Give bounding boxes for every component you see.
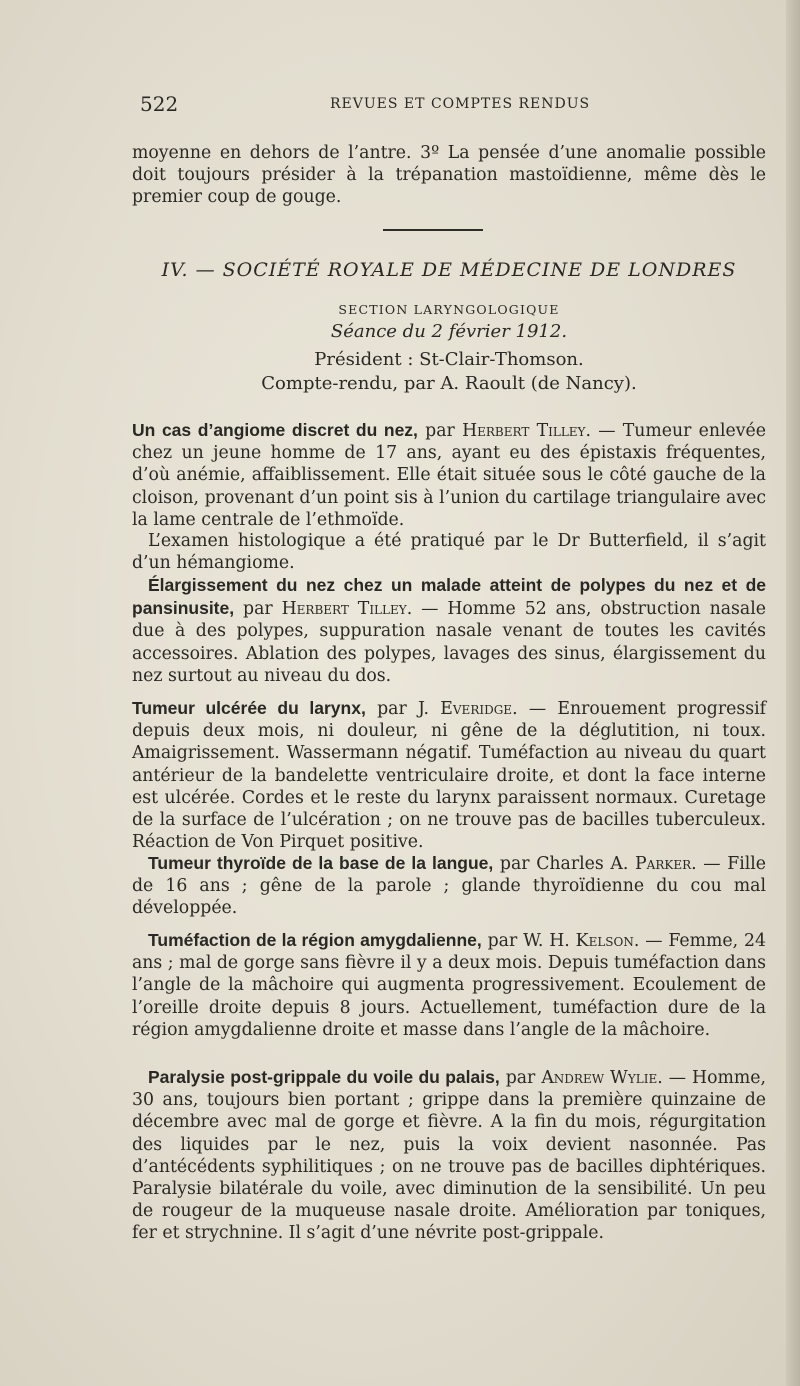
article-author: Herbert Tilley — [281, 599, 407, 620]
article-title: Tumeur ulcérée du larynx, — [132, 698, 366, 718]
article-paralysie: Paralysie post-grippale du voile du palais, par Andrew Wylie. — Homme, 30 ans, toujours bien portant ; grippe dans la première quinzaine de décembre avec mal de gorge et fièvre. A la fin du mois, régurgitation des liquides par le nez, puis la voix devient nasonnée. Pas d’antécédents syphilitiques ; on ne trouve pas de bacilles diphtériques. Paralysie bilatérale du voile, avec diminution de la sensibilité. Un peu de rougeur de la muqueuse nasale droite. Amélioration par toniques, fer et strychnine. Il s’agit d’une névrite post-grippale. — [132, 1067, 766, 1244]
article-body: . — Tumeur enlevée chez un jeune homme de 17 ans, ayant eu des épistaxis fréquentes, d’où anémie, affaiblissement. Elle était située sous le côté gauche de la cloison, provenant d’un point sis à l’union du cartilage triangulaire avec la lame centrale de l’ethmoïde. — [132, 421, 766, 530]
article-angiome-note — [132, 530, 766, 574]
article-title: Élargissement du nez chez un malade atteint de polypes du nez et de pansinusite, — [132, 575, 766, 619]
article-amygdalienne: Tuméfaction de la région amygdalienne, par W. H. Kelson. — Femme, 24 ans ; mal de gorge sans fièvre il y a deux mois. Depuis tuméfaction dans l’angle de la mâchoire qui augmenta progressivement. Ecoulement de l’oreille droite depuis 8 jours. Actuellement, tuméfaction dure de la région amygdalienne droite et masse dans l’angle de la mâchoire. — [132, 930, 766, 1040]
article-title: Un cas d’angiome discret du nez, — [132, 420, 418, 440]
article-larynx: Tumeur ulcérée du larynx, par J. Everidge. — Enrouement progressif depuis deux mois, ni douleur, ni gêne de la déglutition, ni toux. Amaigrissement. Wassermann négatif. Tuméfaction au niveau du quart antérieur de la bandelette ventriculaire droite, et dont la face interne est ulcérée. Cordes et le reste du larynx paraissent normaux. Curetage de la surface de l’ulcération ; on ne trouve pas de bacilles tuberculeux. Réaction de Von Pirquet positive. — [132, 698, 766, 853]
article-body: . — Femme, 24 ans ; mal de gorge sans fièvre il y a deux mois. Depuis tuméfaction dans l’angle de la mâchoire qui augmenta progressivement. Ecoulement de l’oreille droite depuis 8 jours. Actuellement, tuméfaction dure de la région amygdalienne droite et masse dans l’angle de la mâchoire. — [132, 931, 766, 1040]
article-body: . — Enrouement progressif depuis deux mois, ni douleur, ni gêne de la déglutition, ni toux. Amaigrissement. Wassermann négatif. Tuméfaction au niveau du quart antérieur de la bandelette ventriculaire droite, et dont la face interne est ulcérée. Cordes et le reste du larynx paraissent normaux. Curetage de la surface de l’ulcération ; on ne trouve pas de bacilles tuberculeux. Réaction de Von Pirquet positive. — [132, 699, 766, 853]
article-author: Kelson — [575, 931, 634, 951]
page-number: 522 — [140, 92, 179, 116]
article-angiome: Un cas d’angiome discret du nez, par Herbert Tilley. — Tumeur enlevée chez un jeune homme de 17 ans, ayant eu des épistaxis fréquentes, d’où anémie, affaiblissement. Elle était située sous le côté gauche de la cloison, provenant d’un point sis à l’union du cartilage triangulaire avec la lame centrale de l’ethmoïde. — [132, 420, 766, 530]
article-body: . — Homme 52 ans, obstruction nasale due à des polypes, suppuration nasale venant de toutes les cavités accessoires. Ablation des polypes, lavages des sinus, élargissement du nez surtout au niveau du dos. — [132, 599, 766, 686]
section-heading: IV. — SOCIÉTÉ ROYALE DE MÉDECINE DE LONDRES — [161, 259, 737, 281]
section-divider — [383, 229, 483, 231]
article-thyroide: Tumeur thyroïde de la base de la langue, par Charles A. Parker. — Fille de 16 ans ; gêne de la parole ; glande thyroïdienne du cou mal développée. — [132, 853, 767, 919]
president-line: Président : St-Clair-Thomson. — [314, 349, 584, 370]
article-author: Herbert Tilley — [462, 421, 586, 441]
section-subheading: SECTION LARYNGOLOGIQUE — [338, 302, 560, 317]
article-body: . — Homme, 30 ans, toujours bien portant ; grippe dans la première quinzaine de décembre avec mal de gorge et fièvre. A la fin du mois, régurgitation des liquides par le nez, puis la voix devient nasonnée. Pas d’antécédents syphilitiques ; on ne trouve pas de bacilles diphtériques. Paralysie bilatérale du voile, avec diminution de la sensibilité. Un peu de rougeur de la muqueuse nasale droite. Amélioration par toniques, fer et strychnine. Il s’agit d’une névrite post-grippale. — [132, 1068, 766, 1244]
compte-rendu-line: Compte-rendu, par A. Raoult (de Nancy). — [261, 373, 637, 394]
page-edge — [786, 0, 800, 1386]
intro-text: moyenne en dehors de l’antre. 3º La pensée d’une anomalie possible doit toujours présider à la trépanation mastoïdienne, même dès le premier coup de gouge. — [132, 143, 766, 208]
article-title: Tuméfaction de la région amygdalienne, — [148, 930, 482, 950]
article-body: . — Fille de 16 ans ; gêne de la parole ; glande thyroïdienne du cou mal développée. — [132, 854, 767, 919]
article-author: Andrew Wylie — [541, 1068, 658, 1088]
article-body: L’examen histologique a été pratiqué par le Dr Butterfield, il s’agit d’un hémangiome. — [132, 531, 766, 574]
page-header — [140, 92, 760, 122]
article-author: Parker — [635, 854, 692, 874]
article-title: Paralysie post-grippale du voile du palais, — [148, 1067, 500, 1087]
article-elargissement: Élargissement du nez chez un malade atteint de polypes du nez et de pansinusite, par Herbert Tilley. — Homme 52 ans, obstruction nasale due à des polypes, suppuration nasale venant de toutes les cavités accessoires. Ablation des polypes, lavages des sinus, élargissement du nez surtout au niveau du dos. — [132, 575, 766, 686]
seance-date: Séance du 2 février 1912. — [330, 321, 568, 342]
article-author: Everidge — [440, 699, 513, 719]
running-head: REVUES ET COMPTES RENDUS — [330, 96, 591, 112]
intro-paragraph — [132, 142, 766, 209]
article-title: Tumeur thyroïde de la base de la langue, — [148, 853, 494, 873]
